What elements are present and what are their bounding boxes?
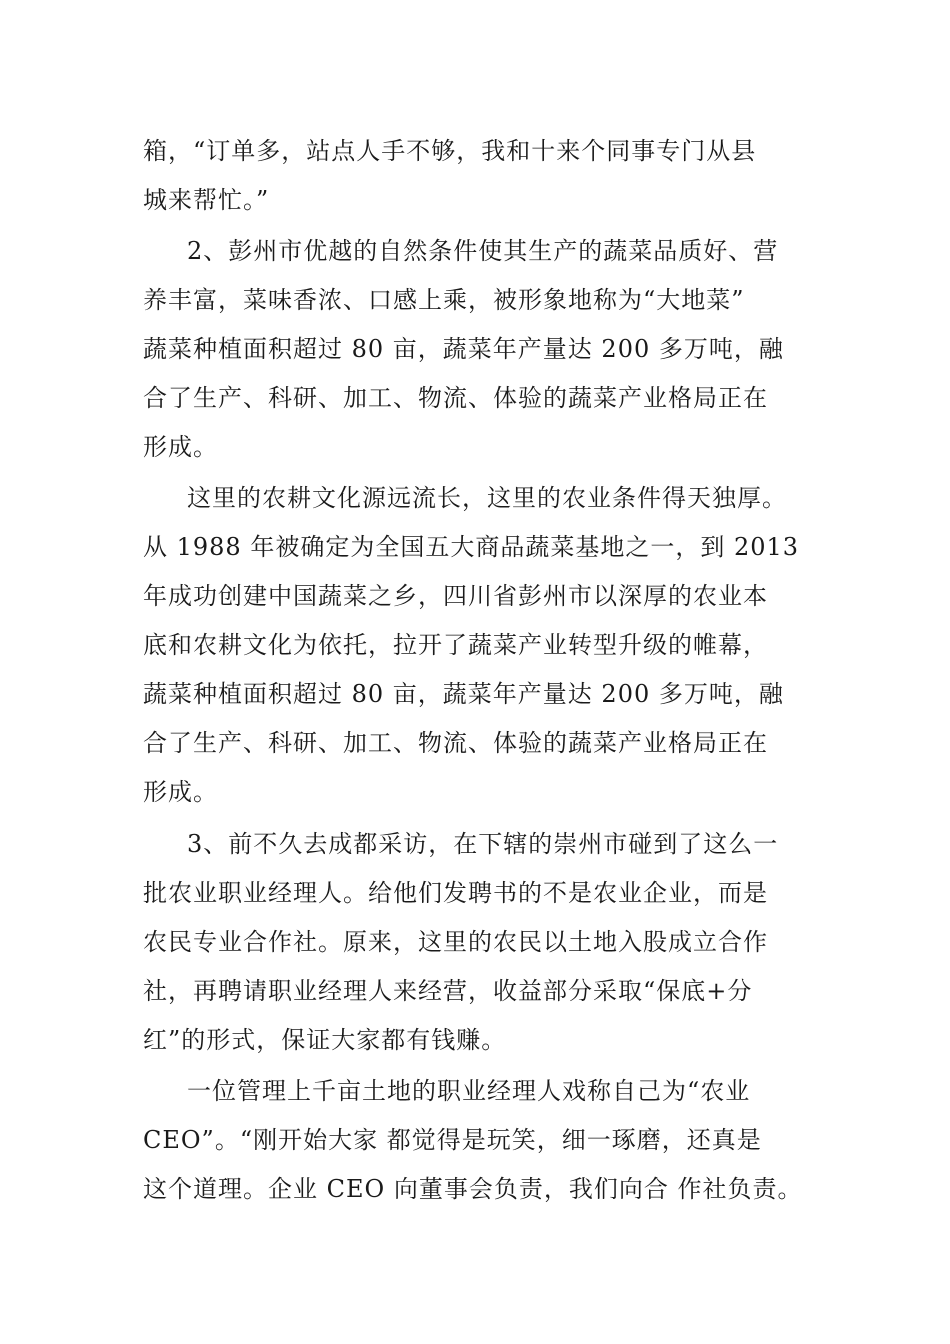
- text-line: 社，再聘请职业经理人来经营，收益部分采取“保底+分: [143, 977, 753, 1005]
- text-line: 蔬菜种植面积超过 80 亩，蔬菜年产量达 200 多万吨，融: [143, 335, 784, 363]
- text-line: 从 1988 年被确定为全国五大商品蔬菜基地之一，到 2013: [143, 533, 800, 561]
- text-line: 批农业职业经理人。给他们发聘书的不是农业企业，而是: [143, 879, 768, 907]
- text-line: 箱，“订单多，站点人手不够，我和十来个同事专门从县: [143, 137, 757, 165]
- text-line: 蔬菜种植面积超过 80 亩，蔬菜年产量达 200 多万吨，融: [143, 680, 784, 708]
- text-line: 养丰富，菜味香浓、口感上乘，被形象地称为“大地菜”: [143, 286, 745, 314]
- paragraph-3-start: 3、前不久去成都采访，在下辖的崇州市碰到了这么一: [187, 830, 779, 858]
- text-line: 合了生产、科研、加工、物流、体验的蔬菜产业格局正在: [143, 729, 768, 757]
- text-line: CEO”。“刚开始大家 都觉得是玩笑，细一琢磨，还真是: [143, 1126, 762, 1154]
- paragraph-2-start: 2、彭州市优越的自然条件使其生产的蔬菜品质好、营: [187, 237, 779, 265]
- text-line: 合了生产、科研、加工、物流、体验的蔬菜产业格局正在: [143, 384, 768, 412]
- text-line: 这个道理。企业 CEO 向董事会负责，我们向合 作社负责。: [143, 1175, 803, 1203]
- text-line: 红”的形式，保证大家都有钱赚。: [143, 1026, 507, 1054]
- paragraph-start: 这里的农耕文化源远流长，这里的农业条件得天独厚。: [187, 484, 787, 512]
- text-line: 年成功创建中国蔬菜之乡，四川省彭州市以深厚的农业本: [143, 582, 768, 610]
- text-line: 城来帮忙。”: [143, 186, 270, 214]
- text-line: 形成。: [143, 433, 218, 461]
- text-line: 底和农耕文化为依托，拉开了蔬菜产业转型升级的帷幕，: [143, 631, 768, 659]
- text-line: 形成。: [143, 778, 218, 806]
- paragraph-start: 一位管理上千亩土地的职业经理人戏称自己为“农业: [187, 1077, 751, 1105]
- text-line: 农民专业合作社。原来，这里的农民以土地入股成立合作: [143, 928, 768, 956]
